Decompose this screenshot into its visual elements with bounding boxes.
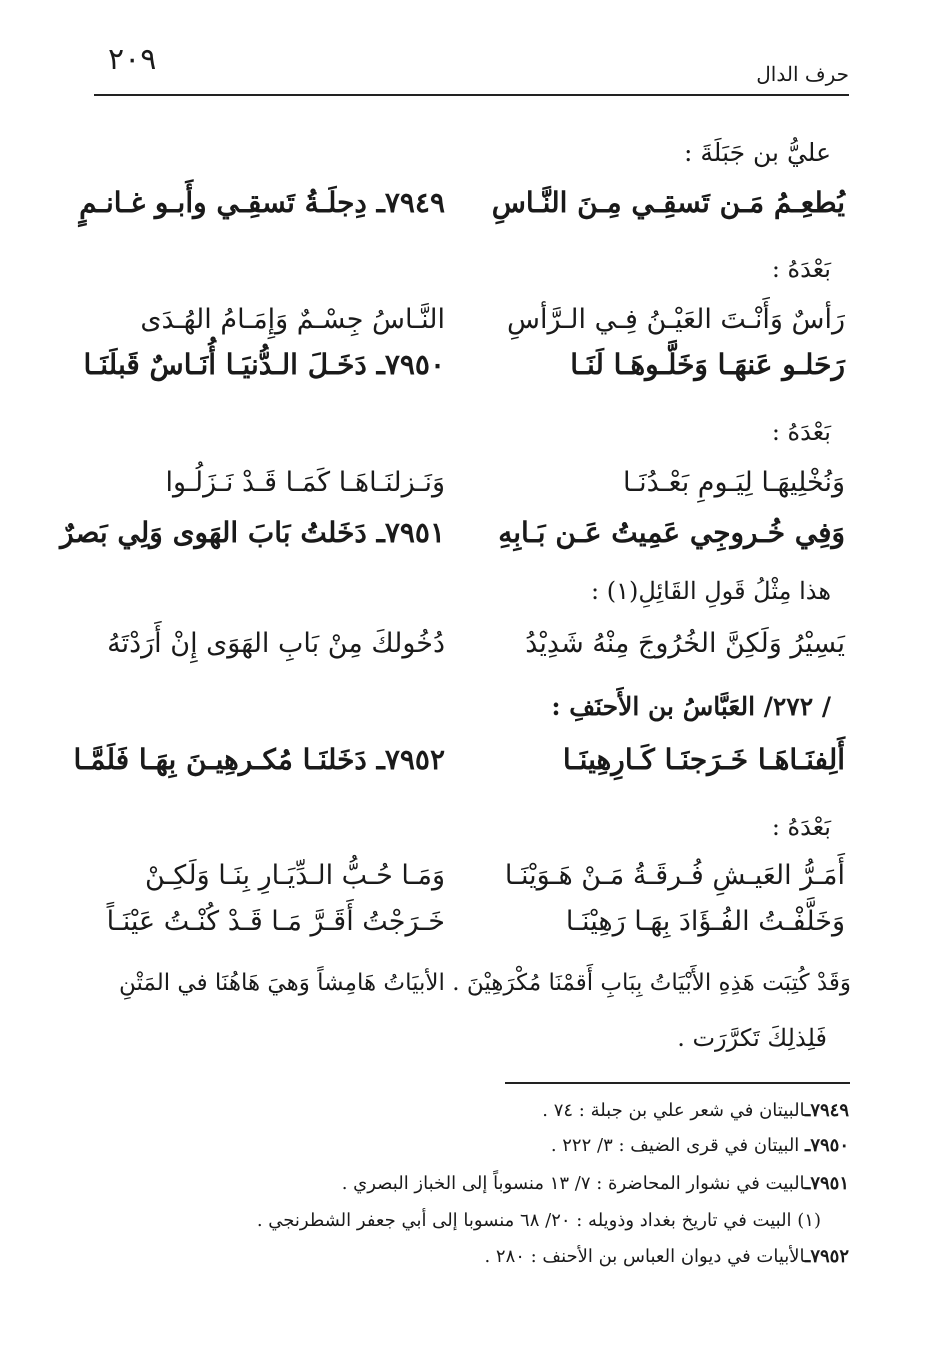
verse-note: هذا مِثْلُ قَولِ القَائِلِ(١) : [590,577,831,605]
poet-heading: / ٢٧٢/ العَبَّاسُ بن الأَحنَفِ : [551,692,831,721]
verse-first-hemistich: وَنَـزلنَـاهَـا كَمَـا قَـدْ نَـزَلُـوا [165,467,445,498]
footnote-number: ٧٩٤٩ـ [805,1100,849,1121]
verse-note: بَعْدَهُ : [771,255,831,283]
verse-second-hemistich: أَمَـرُّ العَيـشِ فُـرقَـةُ مَـنْ هَـوَيْنَـا [504,860,845,891]
verse-note: بَعْدَهُ : [771,418,831,446]
verse-second-hemistich: رَأسٌ وَأَنْـتَ العَيْـنُ فِـي الـرَّأسِ [507,304,845,335]
hemistich-text: دَخَـلَ الـدُّنيَـا أُنَـاسٌ قَبلَنَـا [83,348,367,381]
verse-number: ٧٩٥١ـ [376,516,445,549]
footnote-rule [505,1082,850,1084]
verse-first-hemistich: دُخُولكَ مِنْ بَابِ الهَوَى إِنْ أَرَدْتَهُ [107,628,445,659]
verse-number: ٧٩٥٢ـ [376,743,445,776]
verse-number: ٧٩٥٠ـ [376,348,445,381]
verse-first-hemistich: وَمَـا حُـبُّ الـدِّيَـارِ بِنَـا وَلَكِـنْ [144,860,445,891]
footnote-number: ٧٩٥٠ـ [805,1135,849,1156]
prose-line: وَقَدْ كُتِبَت هَذِهِ الأَبْيَاتُ بِبَابِ أَقمْنَا مُكْرَهِيْنَ . الأبيَاتُ هَامِشاً وَهيَ هَاهُنَا في المَتْنِ [118,970,851,996]
verse-second-hemistich: وَفِي خُـروجِي عَمِيتُ عَـن بَـابِهِ [498,516,845,549]
verse-first-hemistich [60,516,445,549]
footnote [484,1246,849,1267]
footnote-text: البيتان في قرى الضيف : ٣/ ٢٢٢ . [550,1135,800,1156]
verse-second-hemistich: يَسِيْرُ وَلَكِنَّ الخُرُوجَ مِنْهُ شَدِيْدُ [525,628,845,659]
verse-second-hemistich: وَنُخْلِيهَـا لِيَـومِ بَعْـدُنَـا [622,467,845,498]
verse-number: ٧٩٤٩ـ [376,186,445,219]
running-header: حرف الدال [756,62,849,86]
verse-second-hemistich: وَخَلَّفْـتُ الفُـؤَادَ بِهَـا رَهِيْنَـا [565,906,845,937]
verse-first-hemistich: خَـرَجْتُ أَقَـرَّ مَـا قَـدْ كُنْـتُ عَيْنَـاً [106,906,445,937]
footnote [342,1173,849,1194]
verse-first-hemistich [73,743,445,776]
footnote-text: البيتان في شعر علي بن جبلة : ٧٤ . [542,1100,806,1121]
verse-second-hemistich: يُطعِـمُ مَـن تَسقِـي مِـنَ النَّـاسِ [491,186,845,219]
verse-first-hemistich [83,348,445,381]
verse-second-hemistich: أَلِفنَـاهَـا خَـرَجنَـا كَـارِهِينَـا [562,743,845,776]
page-number: ٢٠٩ [108,42,157,77]
footnote-number: ٧٩٥٢ـ [805,1246,849,1267]
prose-line: فَلِذلِكَ تَكرَّرَت . [677,1024,827,1052]
verse-first-hemistich: النَّـاسُ جِسْـمٌ وَإِمَـامُ الهُـدَى [140,304,445,335]
hemistich-text: دِجلَـةُ تَسقِـي وأَبـو غـانـمٍ [79,186,367,219]
footnote-number: ٧٩٥١ـ [805,1173,849,1194]
verse-first-hemistich [79,186,445,219]
verse-note: بَعْدَهُ : [771,813,831,841]
footnote [551,1135,849,1156]
footnote: (١) البيت في تاريخ بغداد وذويله : ٢٠/ ٦٨ منسوبا إلى أبي جعفر الشطرنجي . [256,1210,821,1231]
footnote [542,1100,849,1121]
poet-heading: عليُّ بن جَبَلَةَ : [684,138,831,167]
footnote-text: البيت في نشوار المحاضرة : ٧/ ١٣ منسوباً إلى الخباز البصري . [341,1173,806,1194]
hemistich-text: دَخَلنَـا مُكـرهِيـنَ بِهَـا فَلَمَّـا [73,743,367,776]
hemistich-text: دَخَلتُ بَابَ الهَوى وَلِي بَصرٌ [60,516,367,549]
verse-second-hemistich: رَحَلـو عَنهَـا وَخَلَّـوهَـا لَنَـا [570,348,845,381]
footnote-text: الأبيات في ديوان العباس بن الأحنف : ٢٨٠ . [484,1246,806,1267]
header-rule [94,94,849,96]
